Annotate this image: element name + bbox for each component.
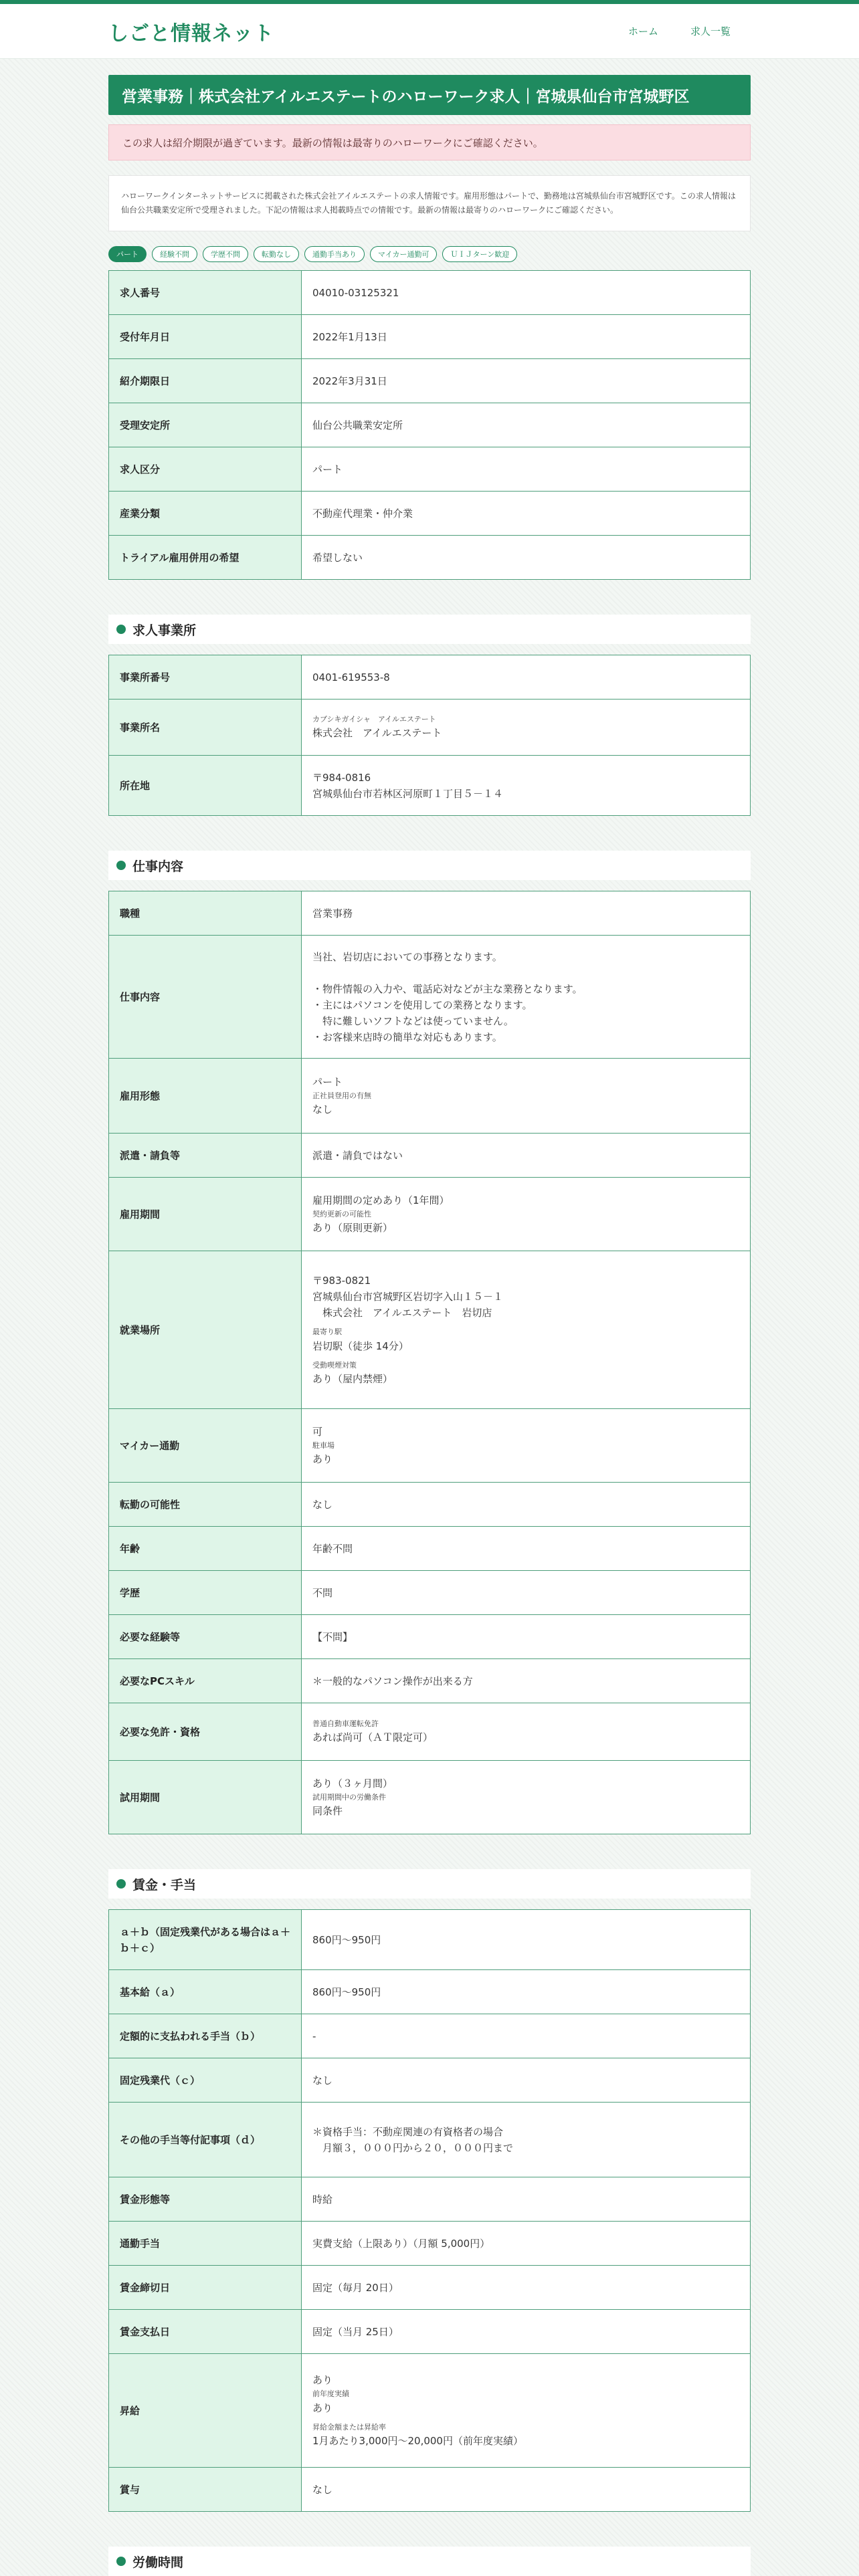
table-row — [109, 756, 751, 816]
table-row — [109, 936, 751, 1059]
row-value — [302, 1761, 751, 1834]
value-sub-label: 契約更新の可能性 — [312, 1209, 371, 1218]
row-value — [302, 1251, 751, 1409]
section-title: 労働時間 — [132, 2555, 184, 2570]
row-label: 紹介期限日 — [109, 359, 302, 403]
nav-job-list-link[interactable]: 求人一覧 — [690, 25, 731, 37]
main-content — [108, 59, 751, 2576]
tag-no-transfer: 転勤なし — [254, 246, 299, 262]
value-sub: 同条件 — [312, 1805, 343, 1818]
table-row — [109, 1251, 751, 1409]
row-value — [302, 756, 751, 816]
row-value: 派遣・請負ではない — [302, 1134, 751, 1178]
table-row — [109, 2266, 751, 2310]
row-value: 年齢不問 — [302, 1527, 751, 1571]
value-main: 雇用期間の定めあり（1年間） — [312, 1194, 450, 1206]
row-value: パート — [302, 447, 751, 492]
section-title: 仕事内容 — [132, 859, 184, 874]
table-row — [109, 1761, 751, 1834]
row-label: 所在地 — [109, 756, 302, 816]
row-label: 事業所名 — [109, 700, 302, 756]
row-label: 受付年月日 — [109, 315, 302, 359]
office-zip: 〒984-0816 — [312, 771, 371, 784]
row-value — [302, 936, 751, 1059]
table-row — [109, 1134, 751, 1178]
table-row — [109, 2014, 751, 2058]
tag-no-experience: 経験不問 — [152, 246, 197, 262]
table-row — [109, 2103, 751, 2177]
tag-commute-allowance: 通勤手当あり — [304, 246, 365, 262]
row-label: その他の手当等付記事項（ｄ） — [109, 2103, 302, 2177]
value-sub-label: 受動喫煙対策 — [312, 1360, 357, 1370]
nav-home-link[interactable]: ホーム — [628, 25, 658, 37]
row-label: 求人番号 — [109, 271, 302, 315]
row-label: マイカー通勤 — [109, 1409, 302, 1483]
value-main: あり — [312, 2373, 333, 2386]
row-value: なし — [302, 2468, 751, 2512]
table-row — [109, 271, 751, 315]
office-table — [108, 655, 751, 816]
table-row — [109, 447, 751, 492]
site-header — [0, 0, 859, 59]
section-title: 求人事業所 — [132, 623, 197, 638]
value-line: 月額３，０００円から２０，０００円まで — [312, 2141, 514, 2154]
table-row — [109, 1178, 751, 1251]
row-value: 固定（当月 25日） — [302, 2310, 751, 2354]
table-row — [109, 403, 751, 447]
value-main: あれば尚可（ＡＴ限定可） — [312, 1731, 434, 1744]
row-label: トライアル雇用併用の希望 — [109, 536, 302, 580]
wage-table — [108, 1909, 751, 2512]
table-row — [109, 1703, 751, 1761]
row-value: 希望しない — [302, 536, 751, 580]
row-value: 0401-619553-8 — [302, 655, 751, 700]
tag-part-time: パート — [108, 246, 147, 262]
bullet-dot-icon — [116, 2557, 126, 2566]
office-name-kana: カブシキガイシャ アイルエステート — [312, 714, 436, 724]
place-address: 宮城県仙台市宮城野区岩切字入山１５－１ — [312, 1290, 504, 1303]
row-value: 04010-03125321 — [302, 271, 751, 315]
row-label: 年齢 — [109, 1527, 302, 1571]
table-row — [109, 1659, 751, 1703]
row-label: 産業分類 — [109, 492, 302, 536]
value-main: あり（３ヶ月間） — [312, 1777, 393, 1790]
row-value: 仙台公共職業安定所 — [302, 403, 751, 447]
table-row — [109, 1571, 751, 1615]
row-value: 実費支給（上限あり）（月額 5,000円） — [302, 2222, 751, 2266]
row-label: 転勤の可能性 — [109, 1483, 302, 1527]
row-value: なし — [302, 2058, 751, 2103]
table-row — [109, 700, 751, 756]
table-row — [109, 1409, 751, 1483]
row-label: 定額的に支払われる手当（ｂ） — [109, 2014, 302, 2058]
station: 岩切駅（徒歩 14分） — [312, 1339, 409, 1352]
table-row — [109, 2468, 751, 2512]
smoke-policy: あり（屋内禁煙） — [312, 1373, 393, 1386]
row-label: 事業所番号 — [109, 655, 302, 700]
place-zip: 〒983-0821 — [312, 1274, 371, 1287]
row-label: 必要な経験等 — [109, 1615, 302, 1659]
value-main: 可 — [312, 1425, 323, 1438]
row-value — [302, 2354, 751, 2468]
content-line: 当社、岩切店においての事務となります。 — [312, 950, 502, 963]
bullet-dot-icon — [116, 625, 126, 634]
table-row — [109, 536, 751, 580]
section-job-heading — [108, 851, 751, 880]
row-label: 試用期間 — [109, 1761, 302, 1834]
value-sub-label: 試用期間中の労働条件 — [312, 1792, 386, 1802]
row-label: ａ＋ｂ（固定残業代がある場合はａ＋ｂ＋ｃ） — [109, 1910, 302, 1970]
table-row — [109, 1059, 751, 1134]
table-row — [109, 1910, 751, 1970]
row-label: 雇用期間 — [109, 1178, 302, 1251]
section-title: 賃金・手当 — [132, 1877, 197, 1893]
row-label: 派遣・請負等 — [109, 1134, 302, 1178]
expired-notice: この求人は紹介期限が過ぎています。最新の情報は最寄りのハローワークにご確認ください。 — [108, 124, 751, 160]
row-label: 賞与 — [109, 2468, 302, 2512]
row-value: 2022年3月31日 — [302, 359, 751, 403]
summary-table — [108, 270, 751, 580]
page-title: 営業事務｜株式会社アイルエステートのハローワーク求人｜宮城県仙台市宮城野区 — [108, 75, 751, 115]
row-label: 基本給（ａ） — [109, 1970, 302, 2014]
row-value — [302, 1409, 751, 1483]
value-sub: あり — [312, 1453, 333, 1466]
bullet-dot-icon — [116, 861, 126, 870]
tag-list — [108, 246, 751, 262]
row-label: 賃金形態等 — [109, 2177, 302, 2222]
row-label: 必要な免許・資格 — [109, 1703, 302, 1761]
row-label: 必要なPCスキル — [109, 1659, 302, 1703]
row-value: 不問 — [302, 1571, 751, 1615]
content-line: 特に難しいソフトなどは使っていません。 — [312, 1014, 514, 1027]
value-sub: あり — [312, 2401, 333, 2414]
value-sub-label: 正社員登用の有無 — [312, 1091, 371, 1100]
row-value: 営業事務 — [302, 891, 751, 936]
row-label: 受理安定所 — [109, 403, 302, 447]
table-row — [109, 2354, 751, 2468]
table-row — [109, 315, 751, 359]
row-label: 求人区分 — [109, 447, 302, 492]
table-row — [109, 1483, 751, 1527]
table-row — [109, 359, 751, 403]
table-row — [109, 1527, 751, 1571]
row-label: 昇給 — [109, 2354, 302, 2468]
place-name: 株式会社 アイルエステート 岩切店 — [312, 1306, 492, 1319]
row-label: 固定残業代（ｃ） — [109, 2058, 302, 2103]
value-line: ＊資格手当：不動産関連の有資格者の場合 — [312, 2125, 504, 2138]
row-value: ＊一般的なパソコン操作が出来る方 — [302, 1659, 751, 1703]
table-row — [109, 492, 751, 536]
row-label: 学歴 — [109, 1571, 302, 1615]
row-value — [302, 1059, 751, 1134]
row-value: 2022年1月13日 — [302, 315, 751, 359]
table-row — [109, 1615, 751, 1659]
value-sub: あり（原則更新） — [312, 1222, 393, 1235]
table-row — [109, 2177, 751, 2222]
job-table — [108, 891, 751, 1834]
section-office-heading — [108, 615, 751, 644]
office-name: 株式会社 アイルエステート — [312, 727, 442, 740]
row-label: 通勤手当 — [109, 2222, 302, 2266]
row-value: 固定（毎月 20日） — [302, 2266, 751, 2310]
row-value — [302, 1703, 751, 1761]
tag-uij-turn: ＵＩＪターン歓迎 — [442, 246, 517, 262]
section-wage-heading — [108, 1869, 751, 1899]
row-value — [302, 2103, 751, 2177]
table-row — [109, 891, 751, 936]
row-value: 【不問】 — [302, 1615, 751, 1659]
bullet-dot-icon — [116, 1879, 126, 1889]
content-line — [312, 965, 739, 981]
row-value: 860円～950円 — [302, 1910, 751, 1970]
table-row — [109, 655, 751, 700]
row-value: - — [302, 2014, 751, 2058]
value-sub-label: 駐車場 — [312, 1440, 335, 1450]
content-line: ・主にはパソコンを使用しての業務となります。 — [312, 998, 533, 1011]
value-sub-label: 昇給金額または昇給率 — [312, 2422, 386, 2432]
content-line: ・物件情報の入力や、電話応対などが主な業務となります。 — [312, 982, 583, 995]
lead-text: ハローワークインターネットサービスに掲載された株式会社アイルエステートの求人情報です。雇用形態はパートで、勤務地は宮城県仙台市宮城野区です。この求人情報は仙台公共職業安定所で受理されました。下記の情報は求人掲載時点での情報です。最新の情報は最寄りのハローワークにご確認ください。 — [108, 175, 751, 231]
content-line: ・お客様来店時の簡単な対応もあります。 — [312, 1031, 502, 1043]
value-main: パート — [312, 1075, 343, 1088]
table-row — [109, 1970, 751, 2014]
table-row — [109, 2310, 751, 2354]
tag-no-education: 学歴不問 — [203, 246, 248, 262]
table-row — [109, 2222, 751, 2266]
row-label: 賃金支払日 — [109, 2310, 302, 2354]
row-value: 不動産代理業・仲介業 — [302, 492, 751, 536]
value-sub: 1月あたり3,000円～20,000円（前年度実績） — [312, 2435, 523, 2448]
row-label: 仕事内容 — [109, 936, 302, 1059]
row-value: 時給 — [302, 2177, 751, 2222]
tag-car-commute: マイカー通勤可 — [370, 246, 437, 262]
value-sub: なし — [312, 1103, 333, 1116]
section-hours-heading — [108, 2547, 751, 2576]
row-value: なし — [302, 1483, 751, 1527]
row-label: 就業場所 — [109, 1251, 302, 1409]
row-value — [302, 1178, 751, 1251]
value-sub-label: 普通自動車運転免許 — [312, 1719, 379, 1728]
main-nav — [628, 24, 731, 38]
office-address: 宮城県仙台市若林区河原町１丁目５－１４ — [312, 787, 504, 800]
row-label: 雇用形態 — [109, 1059, 302, 1134]
row-value — [302, 700, 751, 756]
site-logo[interactable]: しごと情報ネット — [108, 21, 274, 45]
value-sub-label: 最寄り駅 — [312, 1327, 342, 1336]
row-label: 賃金締切日 — [109, 2266, 302, 2310]
value-sub-label: 前年度実績 — [312, 2389, 349, 2398]
table-row — [109, 2058, 751, 2103]
row-value: 860円～950円 — [302, 1970, 751, 2014]
row-label: 職種 — [109, 891, 302, 936]
